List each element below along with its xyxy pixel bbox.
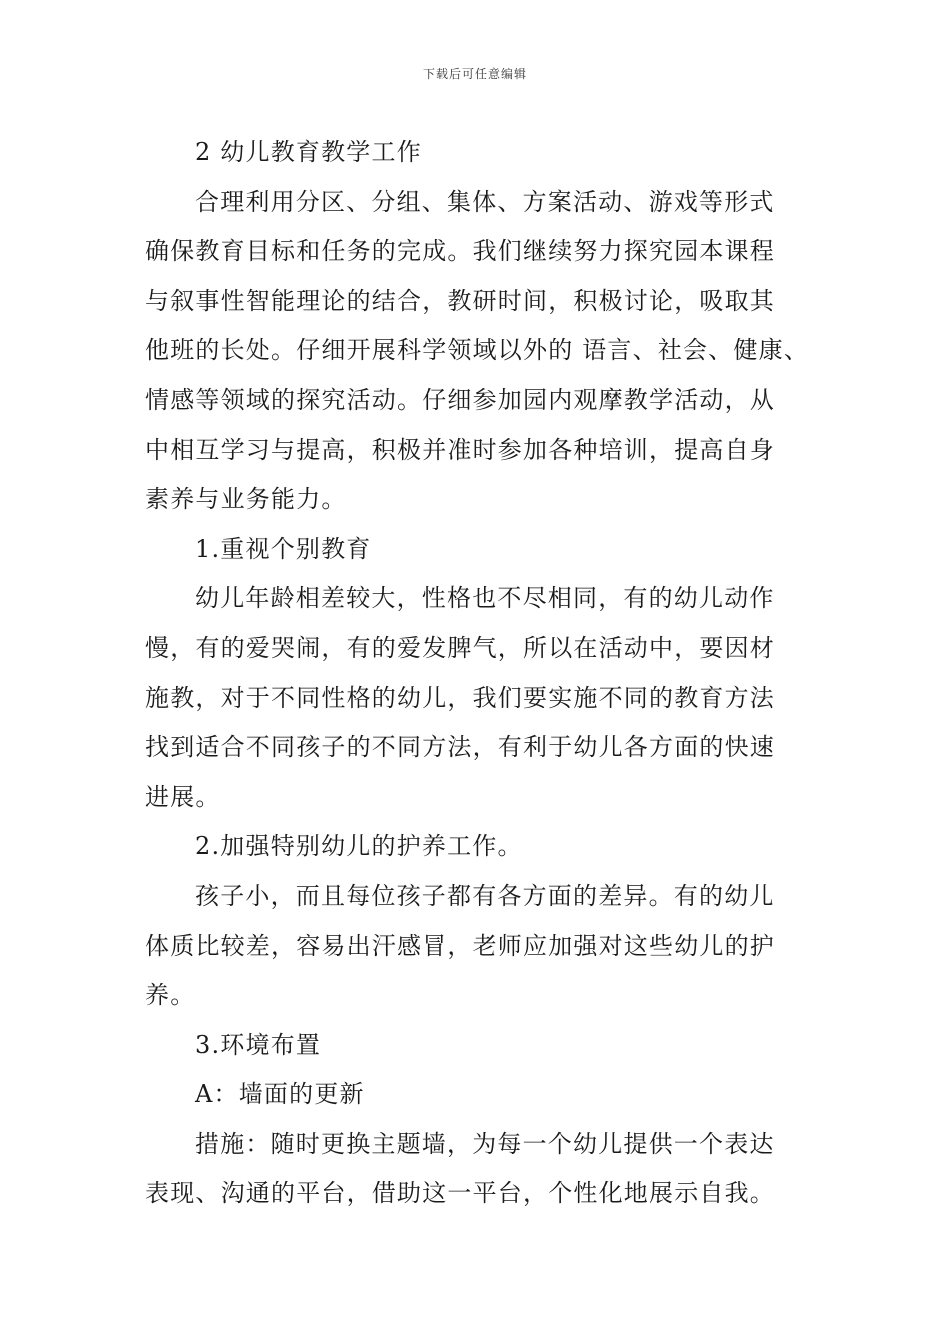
paragraph-line: 养。 — [145, 981, 196, 1010]
section-heading: 2 幼儿教育教学工作 — [195, 138, 422, 166]
subsection-heading: A：墙面的更新 — [195, 1080, 365, 1109]
section-heading: 2.加强特别幼儿的护养工作。 — [195, 832, 523, 861]
paragraph-line: 中相互学习与提高，积极并准时参加各种培训，提高自身 — [145, 435, 775, 464]
paragraph-line: 进展。 — [145, 782, 221, 811]
paragraph-line: 慢，有的爱哭闹，有的爱发脾气，所以在活动中，要因材 — [145, 633, 775, 662]
paragraph-line: 他班的长处。仔细开展科学领域以外的 语言、社会、健康、 — [145, 336, 810, 365]
paragraph-line: 孩子小，而且每位孩子都有各方面的差异。有的幼儿 — [195, 881, 775, 910]
section-heading: 3.环境布置 — [195, 1030, 322, 1059]
paragraph-line: 幼儿年龄相差较大，性格也不尽相同，有的幼儿动作 — [195, 584, 775, 613]
paragraph-line: 确保教育目标和任务的完成。我们继续努力探究园本课程 — [145, 237, 775, 266]
paragraph-line: 合理利用分区、分组、集体、方案活动、游戏等形式 — [195, 187, 775, 216]
header-note: 下载后可任意编辑 — [422, 67, 527, 81]
paragraph-line: 素养与业务能力。 — [145, 485, 347, 514]
section-heading: 1.重视个别教育 — [195, 534, 372, 563]
paragraph-line: 体质比较差，容易出汗感冒，老师应加强对这些幼儿的护 — [145, 931, 775, 960]
paragraph-line: 找到适合不同孩子的不同方法，有利于幼儿各方面的快速 — [145, 733, 775, 762]
paragraph-line: 与叙事性智能理论的结合，教研时间，积极讨论，吸取其 — [145, 286, 775, 315]
document-body — [145, 128, 811, 1219]
paragraph-line: 施教，对于不同性格的幼儿，我们要实施不同的教育方法 — [145, 683, 775, 712]
paragraph-line: 表现、沟通的平台，借助这一平台，个性化地展示自我。 — [145, 1179, 775, 1208]
paragraph-line: 情感等领域的探究活动。仔细参加园内观摩教学活动，从 — [145, 385, 775, 414]
paragraph-line: 措施：随时更换主题墙，为每一个幼儿提供一个表达 — [195, 1129, 775, 1158]
